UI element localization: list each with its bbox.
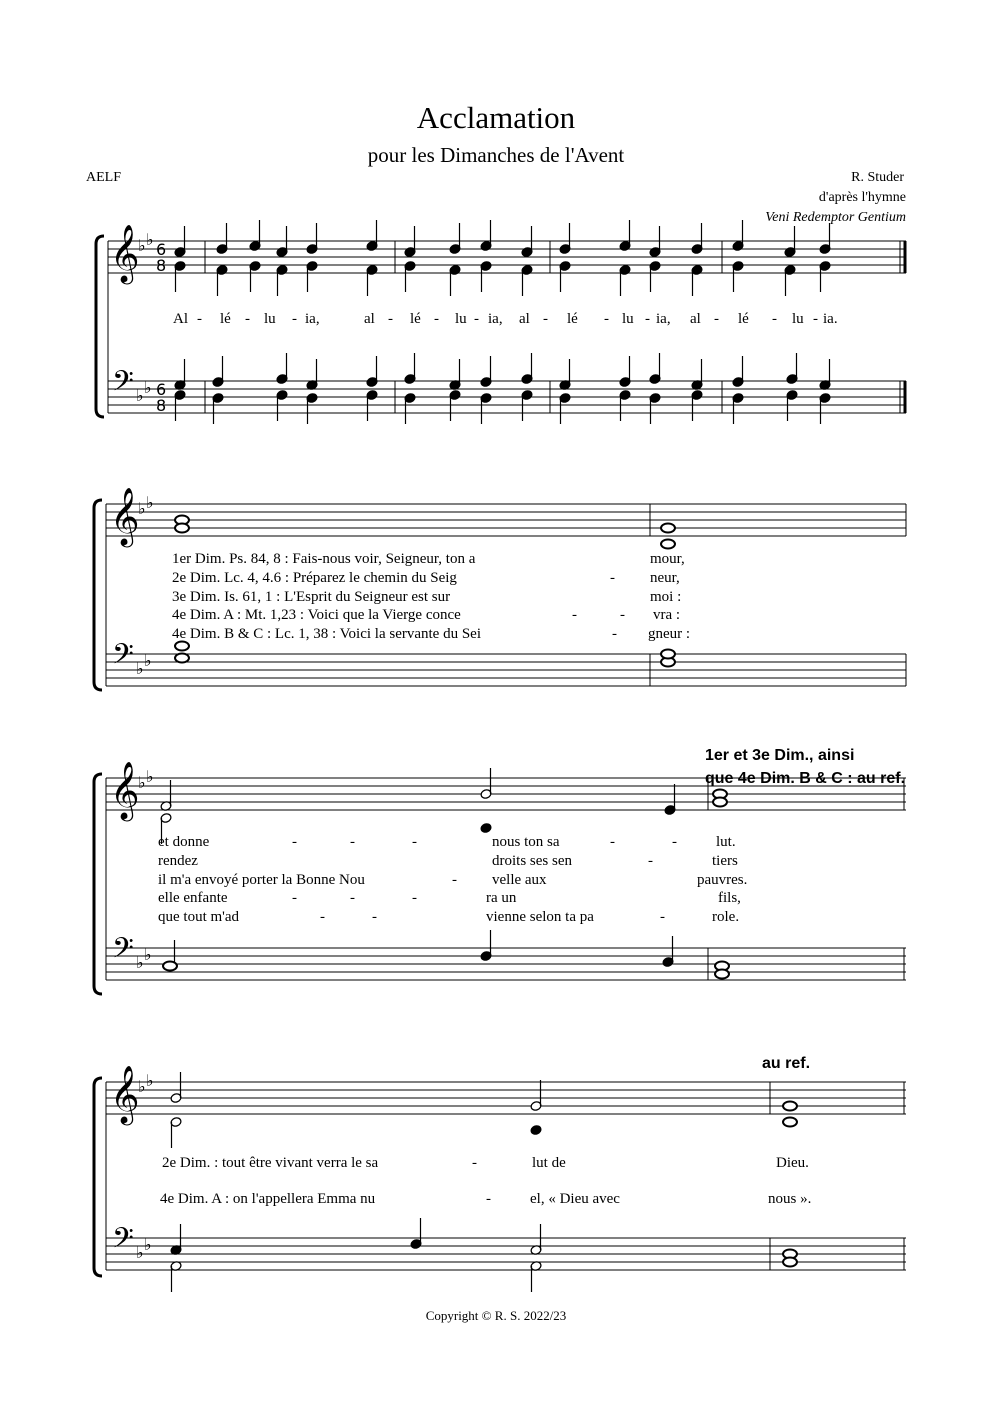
time-sig-top: 6 — [156, 380, 167, 399]
s3-line-2-b: droits ses sen — [492, 853, 572, 869]
lyric-syllable: - — [813, 311, 818, 327]
source-label: AELF — [86, 170, 121, 185]
s3-line-1-d1: - — [292, 834, 297, 850]
s3-line-4-a: elle enfante — [158, 890, 228, 906]
verse-line-5-end: gneur : — [648, 626, 691, 642]
page-subtitle: pour les Dimanches de l'Avent — [367, 143, 625, 167]
treble-clef: 𝄞 — [110, 224, 140, 282]
time-sig-bottom: 8 — [156, 396, 167, 415]
lyric-syllable: al — [519, 311, 530, 327]
lyric-syllable: lé — [738, 311, 749, 327]
s3-line-5-d4: - — [660, 909, 665, 925]
lyric-syllable: - — [197, 311, 202, 327]
lyric-syllable: - — [645, 311, 650, 327]
composer-label: R. Studer — [851, 170, 904, 185]
whole-note — [163, 962, 177, 971]
lyric-syllable: - — [474, 311, 479, 327]
verse-line-1-end: mour, — [650, 551, 685, 567]
key-flat: ♭ — [146, 1071, 154, 1090]
s4-line-1-b: lut de — [532, 1155, 566, 1171]
lyric-syllable: al — [690, 311, 701, 327]
time-sig-bottom: 8 — [156, 256, 167, 275]
lyric-syllable: Al — [173, 311, 188, 327]
key-flat: ♭ — [138, 773, 146, 792]
s3-line-4-b: ra un — [486, 890, 517, 906]
verse-line-1: 1er Dim. Ps. 84, 8 : Fais-nous voir, Seigneur, ton a — [172, 551, 476, 567]
key-flat: ♭ — [144, 1235, 152, 1254]
s3-line-2-c: tiers — [712, 853, 738, 869]
lyric-syllable: - — [772, 311, 777, 327]
lyric-syllable: - — [245, 311, 250, 327]
system-bracket — [94, 774, 102, 994]
key-flat: ♭ — [144, 378, 152, 397]
lyric-syllable: - — [292, 311, 297, 327]
lyric-syllable: - — [714, 311, 719, 327]
verse-line-4: 4e Dim. A : Mt. 1,23 : Voici que la Vierge conce — [172, 607, 461, 623]
s3-line-2-d4: - — [648, 853, 653, 869]
treble-clef: 𝄞 — [110, 761, 140, 819]
key-flat: ♭ — [144, 651, 152, 670]
s3-line-1-b: nous ton sa — [492, 834, 560, 850]
whole-note — [661, 524, 675, 533]
s3-line-3-a: il m'a envoyé porter la Bonne Nou — [158, 872, 365, 888]
s3-line-5-a: que tout m'ad — [158, 909, 240, 925]
lyric-syllable: lé — [410, 311, 421, 327]
verse-line-4-dash2: - — [620, 607, 625, 623]
treble-clef: 𝄞 — [110, 487, 140, 545]
key-flat: ♭ — [136, 386, 144, 405]
lyric-syllable: lu — [455, 311, 467, 327]
system-bracket — [94, 500, 102, 690]
time-sig-top: 6 — [156, 240, 167, 259]
whole-note — [715, 970, 729, 979]
s3-line-5-d2: - — [372, 909, 377, 925]
key-flat: ♭ — [146, 230, 154, 249]
hymn-label: Veni Redemptor Gentium — [765, 210, 906, 225]
verse-line-2-end: neur, — [650, 570, 680, 586]
lyric-syllable: - — [388, 311, 393, 327]
lyric-syllable: - — [604, 311, 609, 327]
whole-note — [175, 654, 189, 663]
s4-line-2-b: el, « Dieu avec — [530, 1191, 620, 1207]
verse-line-4-dash: - — [572, 607, 577, 623]
key-flat: ♭ — [136, 1243, 144, 1262]
s3-line-4-d3: - — [412, 890, 417, 906]
s3-line-4-d2: - — [350, 890, 355, 906]
s3-line-5-c: role. — [712, 909, 740, 925]
lyric-syllable: lu — [264, 311, 276, 327]
whole-note — [175, 524, 189, 533]
lyric-syllable: - — [434, 311, 439, 327]
whole-note — [713, 798, 727, 807]
lyric-syllable: ia. — [823, 311, 838, 327]
s4-line-2-a: 4e Dim. A : on l'appellera Emma nu — [160, 1191, 376, 1207]
s4-line-2-d1: - — [486, 1191, 491, 1207]
s3-line-4-d1: - — [292, 890, 297, 906]
bass-clef: 𝄢 — [112, 1222, 134, 1262]
s3-line-1-d5: - — [672, 834, 677, 850]
verse-line-2: 2e Dim. Lc. 4, 4.6 : Préparez le chemin du Seig — [172, 570, 457, 586]
s3-line-1-c: lut. — [716, 834, 736, 850]
s4-line-2-c: nous ». — [768, 1191, 812, 1207]
page-title: Acclamation — [416, 100, 576, 135]
system-bracket — [96, 236, 104, 417]
whole-note — [661, 540, 675, 549]
verse-line-5-dash: - — [612, 626, 617, 642]
bass-clef: 𝄢 — [112, 932, 134, 972]
ref-note-2: que 4e Dim. B & C : au ref. — [705, 770, 906, 787]
whole-note — [661, 650, 675, 659]
s3-line-3-d1: - — [452, 872, 457, 888]
lyric-syllable: - — [543, 311, 548, 327]
s3-line-2-a: rendez — [158, 853, 198, 869]
key-flat: ♭ — [136, 953, 144, 972]
treble-clef: 𝄞 — [110, 1065, 140, 1123]
key-flat: ♭ — [138, 499, 146, 518]
s3-line-1-d3: - — [412, 834, 417, 850]
system-bracket — [94, 1078, 102, 1276]
lyric-syllable: lu — [622, 311, 634, 327]
lyric-syllable: ia, — [656, 311, 671, 327]
lyric-syllable: lu — [792, 311, 804, 327]
whole-note — [783, 1102, 797, 1111]
s3-line-1-d2: - — [350, 834, 355, 850]
whole-note — [783, 1118, 797, 1127]
after-label: d'après l'hymne — [818, 190, 906, 205]
bass-clef: 𝄢 — [112, 365, 134, 405]
verse-line-5: 4e Dim. B & C : Lc. 1, 38 : Voici la servante du Sei — [172, 626, 481, 642]
key-flat: ♭ — [136, 659, 144, 678]
s3-line-4-c: fils, — [718, 890, 741, 906]
copyright: Copyright © R. S. 2022/23 — [425, 1308, 567, 1323]
s4-line-1-d1: - — [472, 1155, 477, 1171]
key-flat: ♭ — [146, 493, 154, 512]
verse-line-3: 3e Dim. Is. 61, 1 : L'Esprit du Seigneur est sur — [172, 589, 451, 605]
key-flat: ♭ — [144, 945, 152, 964]
lyric-syllable: ia, — [305, 311, 320, 327]
lyric-syllable: lé — [220, 311, 231, 327]
key-flat: ♭ — [146, 767, 154, 786]
s4-line-1-c: Dieu. — [776, 1155, 809, 1171]
key-flat: ♭ — [138, 1077, 146, 1096]
s3-line-1-d4: - — [610, 834, 615, 850]
s3-line-1-a: et donne — [158, 834, 210, 850]
lyric-syllable: ia, — [488, 311, 503, 327]
lyric-syllable: lé — [567, 311, 578, 327]
ref-note-1: 1er et 3e Dim., ainsi — [705, 747, 855, 764]
s3-line-5-b: vienne selon ta pa — [486, 909, 594, 925]
whole-note — [783, 1258, 797, 1267]
verse-line-2-dash: - — [610, 570, 615, 586]
s3-line-5-d1: - — [320, 909, 325, 925]
verse-line-3-end: moi : — [650, 589, 682, 605]
s4-line-1-a: 2e Dim. : tout être vivant verra le sa — [162, 1155, 379, 1171]
alto-note — [530, 1125, 542, 1136]
s3-line-3-c: pauvres. — [697, 872, 748, 888]
lyric-syllable: al — [364, 311, 375, 327]
s3-line-3-b: velle aux — [492, 872, 547, 888]
verse-line-4-end: vra : — [653, 607, 681, 623]
ref-note-3: au ref. — [762, 1055, 811, 1072]
alto-note — [480, 823, 492, 834]
key-flat: ♭ — [138, 236, 146, 255]
bass-clef: 𝄢 — [112, 638, 134, 678]
